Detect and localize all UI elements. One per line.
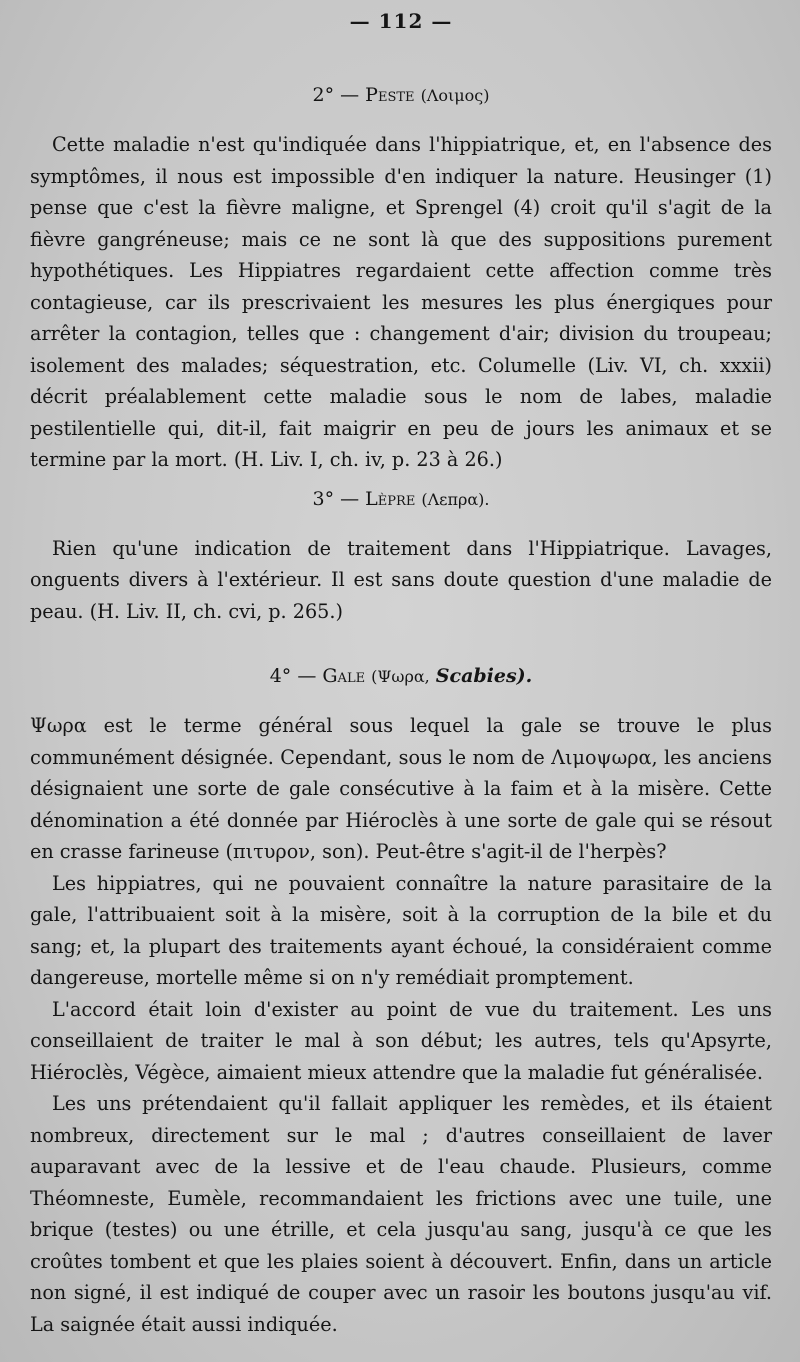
section-title: Peste	[365, 84, 415, 106]
page-number: — 112 —	[349, 9, 453, 33]
section-greek-term: (Λεπρα).	[421, 489, 490, 509]
section-heading-lepre	[30, 486, 772, 513]
section-latin-term: Scabies).	[435, 665, 533, 687]
paragraph: Ψωρα est le terme général sous lequel la gale se trouve le plus communément désignée. Cependant, sous le nom de Λιμοψωρα, les anciens désignaient une sorte de gale consécutive à la faim et à la misère. Cette dénomination a été donnée par Hiéroclès à une sorte de gale qui se résout en crasse farineuse (πιτυρον, son). Peut-être s'agit-il de l'herpès?	[30, 714, 772, 863]
paragraph: L'accord était loin d'exister au point de vue du traitement. Les uns conseillaient de traiter le mal à son début; les autres, tels qu'Apsyrte, Hiéroclès, Végèce, aimaient mieux attendre que la maladie fut généralisée.	[30, 997, 772, 1084]
section-number: 3° —	[312, 487, 366, 510]
section-heading-gale	[30, 663, 772, 690]
paragraph: Rien qu'une indication de traitement dans l'Hippiatrique. Lavages, onguents divers à l'extérieur. Il est sans doute question d'une maladie de peau. (H. Liv. II, ch. cvi, p. 265.)	[30, 536, 772, 623]
paragraph: Cette maladie n'est qu'indiquée dans l'hippiatrique, et, en l'absence des symptômes, il nous est impossible d'en indiquer la nature. Heusinger (1) pense que c'est la fièvre maligne, et Sprengel (4) croit qu'il s'agit de la fièvre gangréneuse; mais ce ne sont là que des suppositions purement hypothétiques. Les Hippiatres regardaient cette affection comme très contagieuse, car ils prescrivaient les mesures les plus énergiques pour arrêter la contagion, telles que : changement d'air; division du troupeau; isolement des malades; séquestration, etc. Columelle (Liv. VI, ch. xxxii) décrit préalablement cette maladie sous le nom de labes, maladie pestilentielle qui, dit-il, fait maigrir en peu de jours les animaux et se termine par la mort. (H. Liv. I, ch. iv, p. 23 à 26.)	[30, 133, 772, 471]
paragraph: Les hippiatres, qui ne pouvaient connaître la nature parasitaire de la gale, l'attribuaient soit à la misère, soit à la corruption de la bile et du sang; et, la plupart des traitements ayant échoué, la considéraient comme dangereuse, mortelle même si on n'y remédiait promptement.	[30, 871, 772, 989]
section-greek-term: (Λοιμος)	[420, 86, 490, 105]
section-title: Gale	[322, 665, 366, 687]
section-heading-peste	[30, 82, 772, 109]
section-greek-term: (Ψωρα,	[371, 667, 430, 686]
section-number: 4° —	[269, 665, 323, 687]
section-number: 2° —	[312, 84, 366, 106]
section-title: Lèpre	[365, 487, 416, 510]
paragraph: Les uns prétendaient qu'il fallait appliquer les remèdes, et ils étaient nombreux, directement sur le mal ; d'autres conseillaient de laver auparavant avec de la lessive et de l'eau chaude. Plusieurs, comme Théomneste, Eumèle, recommandaient les frictions avec une tuile, une brique (testes) ou une étrille, et cela jusqu'au sang, jusqu'à ce que les croûtes tombent et que les plaies soient à découvert. Enfin, dans un article non signé, il est indiqué de couper avec un rasoir les boutons jusqu'au vif. La saignée était aussi indiquée.	[30, 1092, 772, 1336]
